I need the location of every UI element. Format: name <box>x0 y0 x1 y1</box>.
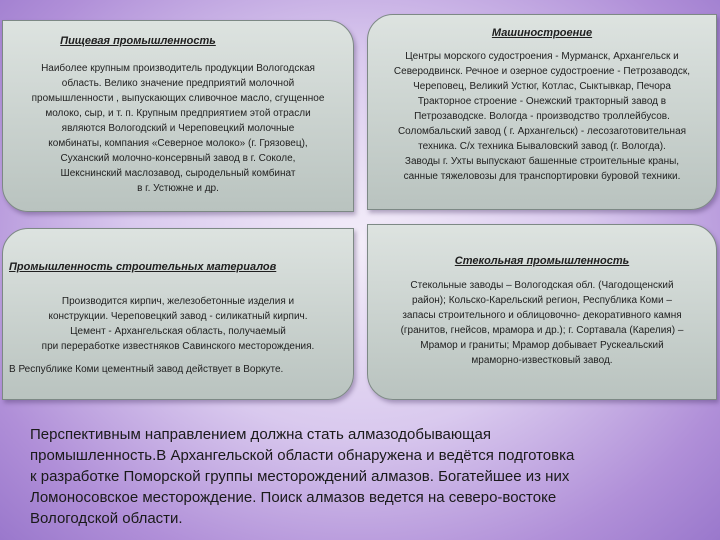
building-materials-note: В Республике Коми цементный завод действует в Воркуте. <box>9 364 284 375</box>
machine-building-title: Машиностроение <box>491 27 593 39</box>
diamond-industry-paragraph: Перспективным направлением должна стать алмазодобывающая промышленность.В Архангельской области обнаружена и ведётся подготовка к разработке Поморской группы месторождений алмазов. Богатейшее из них Ломоносовское месторождение. Поиск алмазов ведется на северо-востоке Вологодской области. <box>30 426 575 527</box>
building-materials-text: Производится кирпич, железобетонные изделия и конструкции. Череповецкий завод - силикатный кирпич. Цемент - Архангельская область, получаемый при переработке известняков Савинского месторождения. <box>41 296 315 352</box>
food-industry-card <box>2 20 354 212</box>
glass-industry-card <box>367 224 717 400</box>
glass-industry-title: Стекольная промышленность <box>454 255 630 267</box>
machine-building-text: Центры морского судостроения - Мурманск, Архангельск и Северодвинск. Речное и озерное судостроение - Петрозаводск, Череповец, Великий Устюг, Котлас, Сыктывкар, Печора Тракторное строение - Онежский тракторный завод в Петрозаводске. Вологда - производство троллейбусов. Соломбальский завод ( г. Архангельск) - лесозаготовительная техника. С/х техника Бываловский завод (г. Вологда). Заводы г. Ухты выпускают башенные строительные краны, санные тяжеловозы для транспортировки буровой техники. <box>393 51 691 182</box>
machine-building-card <box>367 14 717 210</box>
building-materials-title: Промышленность строительных материалов <box>9 261 277 273</box>
food-industry-text: Наиболее крупным производитель продукции Вологодская область. Велико значение предприятий молочной промышленности , выпускающих сливочное масло, сгущенное молоко, сыр, и т. п. Крупным предприятием этой отрасли являются Вологодский и Череповецкий молочные комбинаты, компания «Северное молоко» (г. Грязовец), Суханский молочно-консервный завод в г. Соколе, Шекснинский маслозавод, сыродельный комбинат в г. Устюжне и др. <box>31 63 325 194</box>
food-industry-title: Пищевая промышленность <box>60 35 216 47</box>
building-materials-card <box>2 228 354 400</box>
glass-industry-text: Стекольные заводы – Вологодская обл. (Чагодощенский район); Кольско-Карельский регион, Республика Коми – запасы строительного и облицовочно- декоративного камня (гранитов, гнейсов, мрамора и др.); г. Сортавала (Карелия) – Мрамор и граниты; Мрамор добывает Рускеальский мраморно-известковый завод. <box>400 280 684 366</box>
